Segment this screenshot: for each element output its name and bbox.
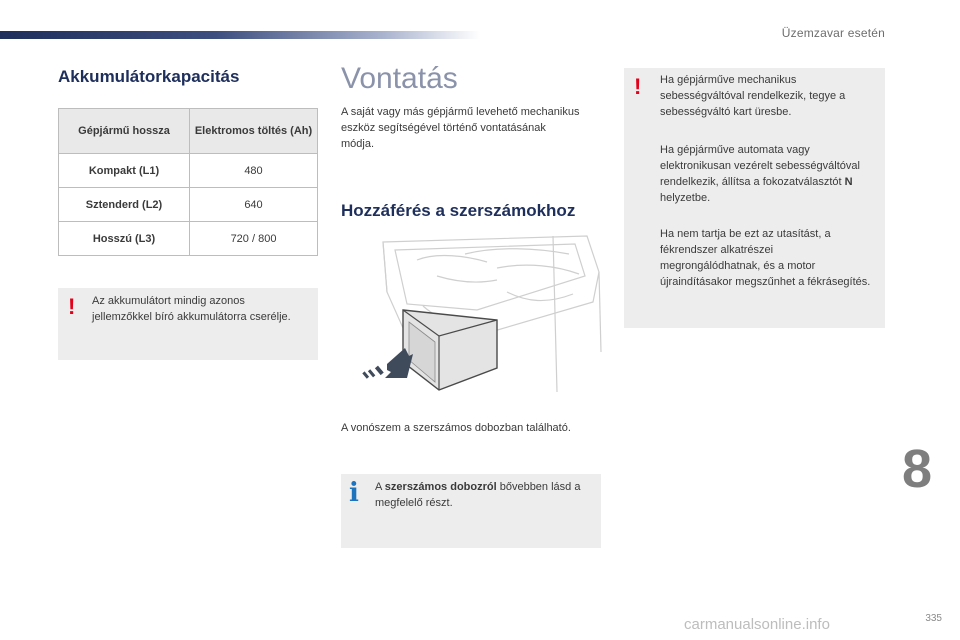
toolbox-info-box bbox=[341, 474, 601, 548]
info-suffix: bővebben lásd a megfelelő részt. bbox=[375, 481, 581, 509]
table-header-length: Gépjármű hossza bbox=[59, 109, 190, 154]
battery-capacity-table bbox=[58, 108, 318, 256]
row-label: Hosszú (L3) bbox=[59, 222, 190, 256]
row-label: Sztenderd (L2) bbox=[59, 188, 190, 222]
warning-paragraph-1: Ha gépjárműve mechanikus sebességváltóval rendelkezik, tegye a sebességváltó kart üresbe. bbox=[660, 74, 846, 118]
row-label: Kompakt (L1) bbox=[59, 154, 190, 188]
toolbox-illustration bbox=[347, 232, 603, 396]
warning-icon: ! bbox=[68, 294, 76, 319]
battery-warning-text: Az akkumulátort mindig azonos jellemzőkkel bíró akkumulátorra cserélje. bbox=[92, 295, 291, 323]
info-icon: i bbox=[349, 478, 359, 508]
p2-after: helyzetbe. bbox=[660, 192, 711, 204]
info-prefix: A bbox=[375, 481, 382, 493]
battery-warning-box bbox=[58, 288, 318, 360]
table-row bbox=[59, 222, 318, 256]
warning-paragraph-2 bbox=[660, 142, 876, 206]
tools-access-title: Hozzáférés a szerszámokhoz bbox=[341, 201, 576, 220]
table-header-charge: Elektromos töltés (Ah) bbox=[190, 109, 318, 154]
arrow-icon bbox=[362, 348, 413, 379]
header-color-bar bbox=[0, 31, 480, 39]
toolbox-info-text bbox=[375, 479, 585, 511]
gearbox-warning-box bbox=[624, 68, 885, 328]
table-header-row bbox=[59, 109, 318, 154]
chapter-title: Üzemzavar esetén bbox=[781, 26, 885, 40]
table-row bbox=[59, 188, 318, 222]
info-bold-link: szerszámos dobozról bbox=[384, 481, 497, 493]
toolbox-shape bbox=[403, 310, 497, 390]
warning-paragraph-3: Ha nem tartja be ezt az utasítást, a fékrendszer alkatrészei megrongálódhatnak, és a motor újraindításakor megszűnhet a fékrásegítés. bbox=[660, 228, 871, 288]
watermark: carmanualsonline.info bbox=[684, 616, 830, 633]
chapter-number: 8 bbox=[902, 439, 933, 499]
towing-intro: A saját vagy más gépjármű levehető mechanikus eszköz segítségével történő vontatásának módja. bbox=[341, 106, 580, 150]
row-value: 480 bbox=[190, 154, 318, 188]
towing-eye-caption: A vonószem a szerszámos dobozban található. bbox=[341, 422, 571, 434]
p2-before: Ha gépjárműve automata vagy elektronikusan vezérelt sebességváltóval rendelkezik, állítsa a fokozatválasztót bbox=[660, 144, 860, 188]
battery-title: Akkumulátorkapacitás bbox=[58, 67, 240, 86]
row-value: 640 bbox=[190, 188, 318, 222]
towing-title: Vontatás bbox=[341, 62, 458, 95]
page-number: 335 bbox=[925, 613, 942, 624]
p2-bold: N bbox=[844, 176, 853, 188]
warning-icon: ! bbox=[634, 74, 642, 99]
row-value: 720 / 800 bbox=[190, 222, 318, 256]
table-row bbox=[59, 154, 318, 188]
